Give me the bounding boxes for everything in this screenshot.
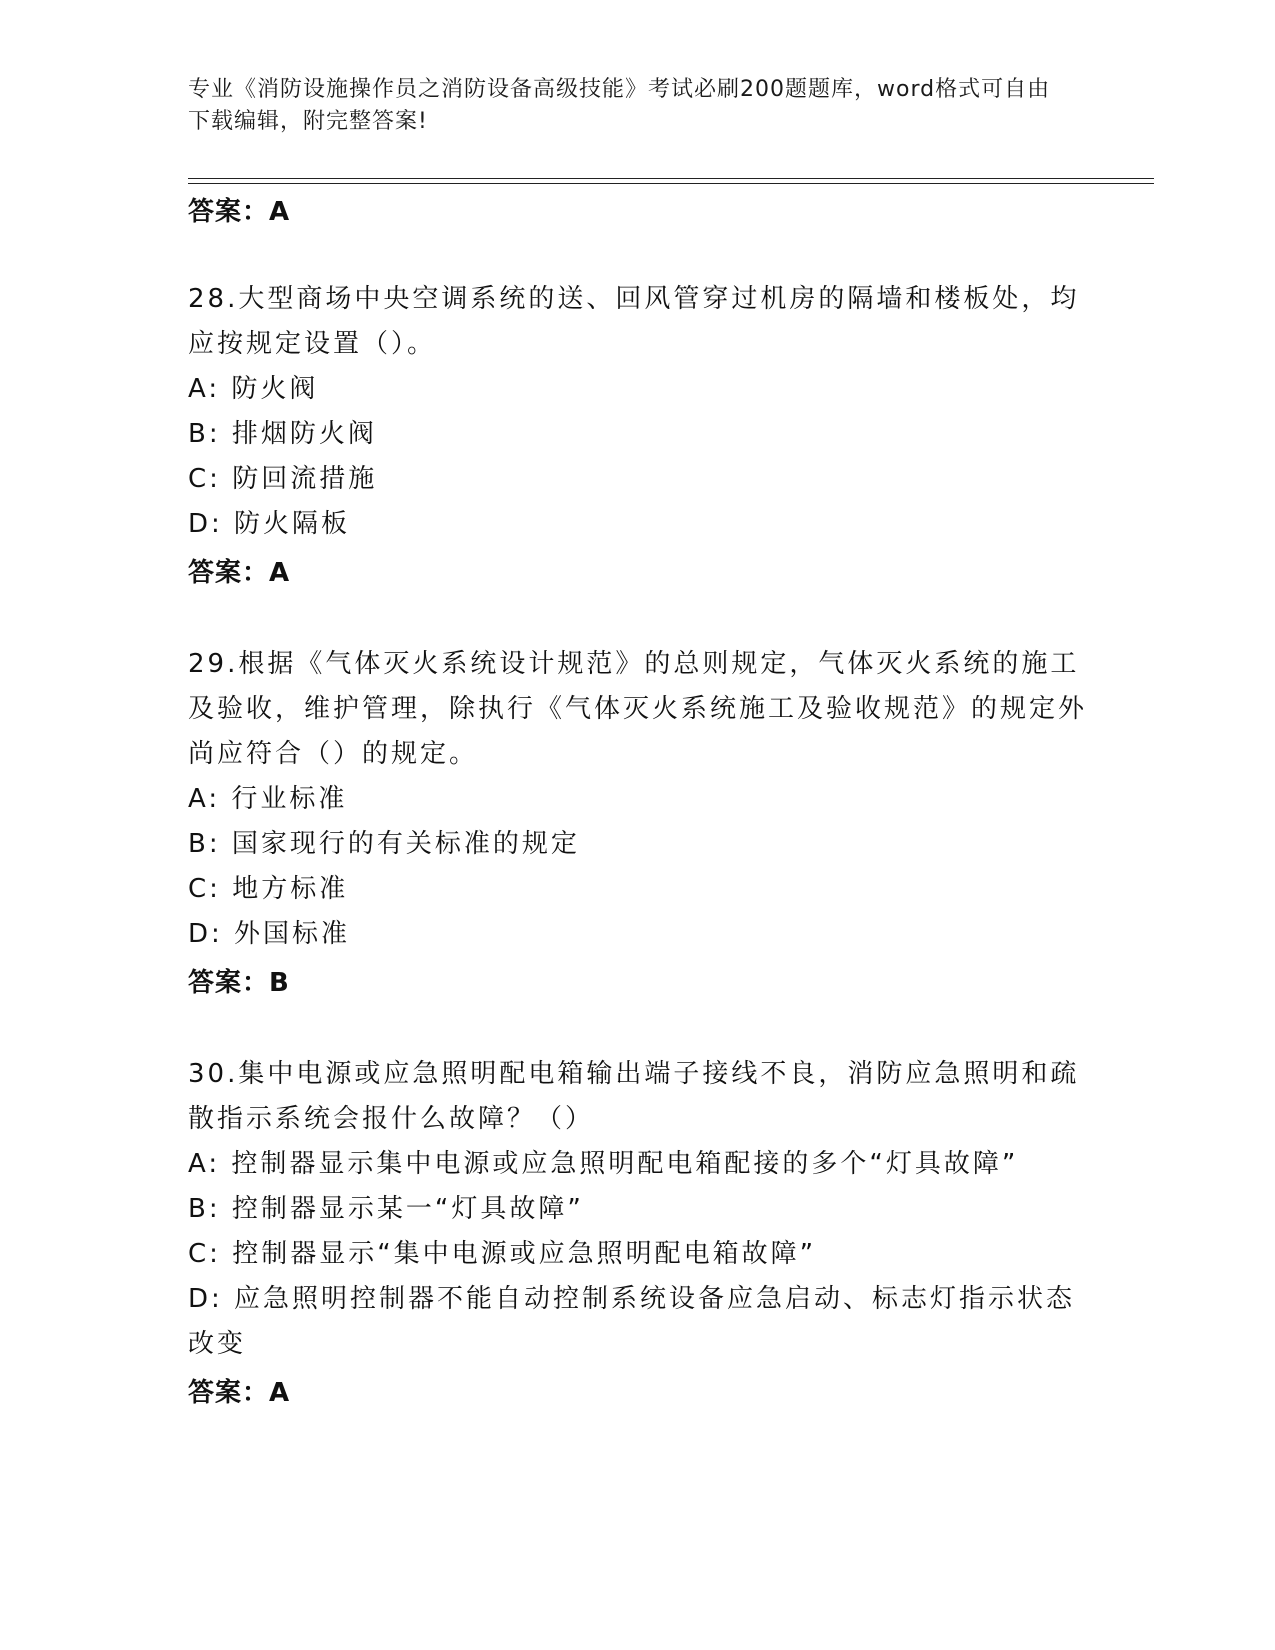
- option-c: [188, 457, 1088, 502]
- header-divider: [188, 178, 1154, 184]
- question-body: 集中电源或应急照明配电箱输出端子接线不良，消防应急照明和疏散指示系统会报什么故障？（）: [188, 1059, 1080, 1134]
- option-b: [188, 412, 1088, 457]
- question-30: [188, 1052, 1088, 1416]
- answer-label: 答案：: [188, 968, 270, 998]
- question-text: [188, 642, 1088, 777]
- option-letter: D:: [188, 509, 223, 539]
- option-d: [188, 912, 1088, 957]
- option-letter: B:: [188, 419, 221, 449]
- option-text: 外国标准: [234, 919, 351, 949]
- option-a: [188, 367, 1088, 412]
- option-c: [188, 1232, 1088, 1277]
- answer-label: 答案：: [188, 1378, 270, 1408]
- option-c: [188, 867, 1088, 912]
- option-text: 防火阀: [231, 374, 319, 404]
- option-text: 防回流措施: [232, 464, 378, 494]
- question-body: 大型商场中央空调系统的送、回风管穿过机房的隔墙和楼板处，均应按规定设置（）。: [188, 284, 1080, 359]
- option-text: 控制器显示集中电源或应急照明配电箱配接的多个“灯具故障”: [231, 1149, 1019, 1179]
- option-d: [188, 1277, 1088, 1367]
- option-text: 控制器显示某一“灯具故障”: [231, 1194, 584, 1224]
- option-text: 地方标准: [232, 874, 349, 904]
- answer-line: [188, 547, 1088, 596]
- option-letter: B:: [188, 1194, 221, 1224]
- question-body: 根据《气体灭火系统设计规范》的总则规定，气体灭火系统的施工及验收，维护管理，除执行《气体灭火系统施工及验收规范》的规定外尚应符合（）的规定。: [188, 649, 1088, 769]
- answer-line: [188, 1367, 1088, 1416]
- answer-value: A: [269, 1378, 291, 1408]
- option-text: 国家现行的有关标准的规定: [231, 829, 580, 859]
- option-text: 应急照明控制器不能自动控制系统设备应急启动、标志灯指示状态改变: [188, 1284, 1076, 1359]
- option-letter: C:: [188, 1239, 221, 1269]
- option-text: 防火隔板: [234, 509, 351, 539]
- option-letter: A:: [188, 784, 221, 814]
- question-list: [188, 186, 1088, 1462]
- option-b: [188, 822, 1088, 867]
- question-29: [188, 642, 1088, 1006]
- question-number: 29.: [188, 649, 239, 679]
- question-text: [188, 277, 1088, 367]
- option-text: 控制器显示“集中电源或应急照明配电箱故障”: [232, 1239, 817, 1269]
- header-text: 专业《消防设施操作员之消防设备高级技能》考试必刷200题题库，word格式可自由下载编辑，附完整答案!: [188, 77, 1051, 134]
- answer-label: 答案：: [188, 197, 270, 227]
- page-header: [188, 74, 1068, 138]
- option-letter: C:: [188, 874, 221, 904]
- option-text: 排烟防火阀: [231, 419, 377, 449]
- answer-value: B: [269, 968, 290, 998]
- option-a: [188, 1142, 1088, 1187]
- option-b: [188, 1187, 1088, 1232]
- option-letter: D:: [188, 919, 223, 949]
- option-letter: D:: [188, 1284, 223, 1314]
- answer-label: 答案：: [188, 558, 270, 588]
- answer-value: A: [269, 197, 291, 227]
- answer-value: A: [269, 558, 291, 588]
- option-letter: C:: [188, 464, 221, 494]
- question-28: [188, 277, 1088, 596]
- option-letter: A:: [188, 374, 221, 404]
- option-a: [188, 777, 1088, 822]
- answer-line: [188, 186, 1088, 235]
- question-number: 30.: [188, 1059, 239, 1089]
- question-number: 28.: [188, 284, 239, 314]
- option-letter: A:: [188, 1149, 221, 1179]
- option-text: 行业标准: [231, 784, 348, 814]
- option-letter: B:: [188, 829, 221, 859]
- question-text: [188, 1052, 1088, 1142]
- answer-line: [188, 957, 1088, 1006]
- option-d: [188, 502, 1088, 547]
